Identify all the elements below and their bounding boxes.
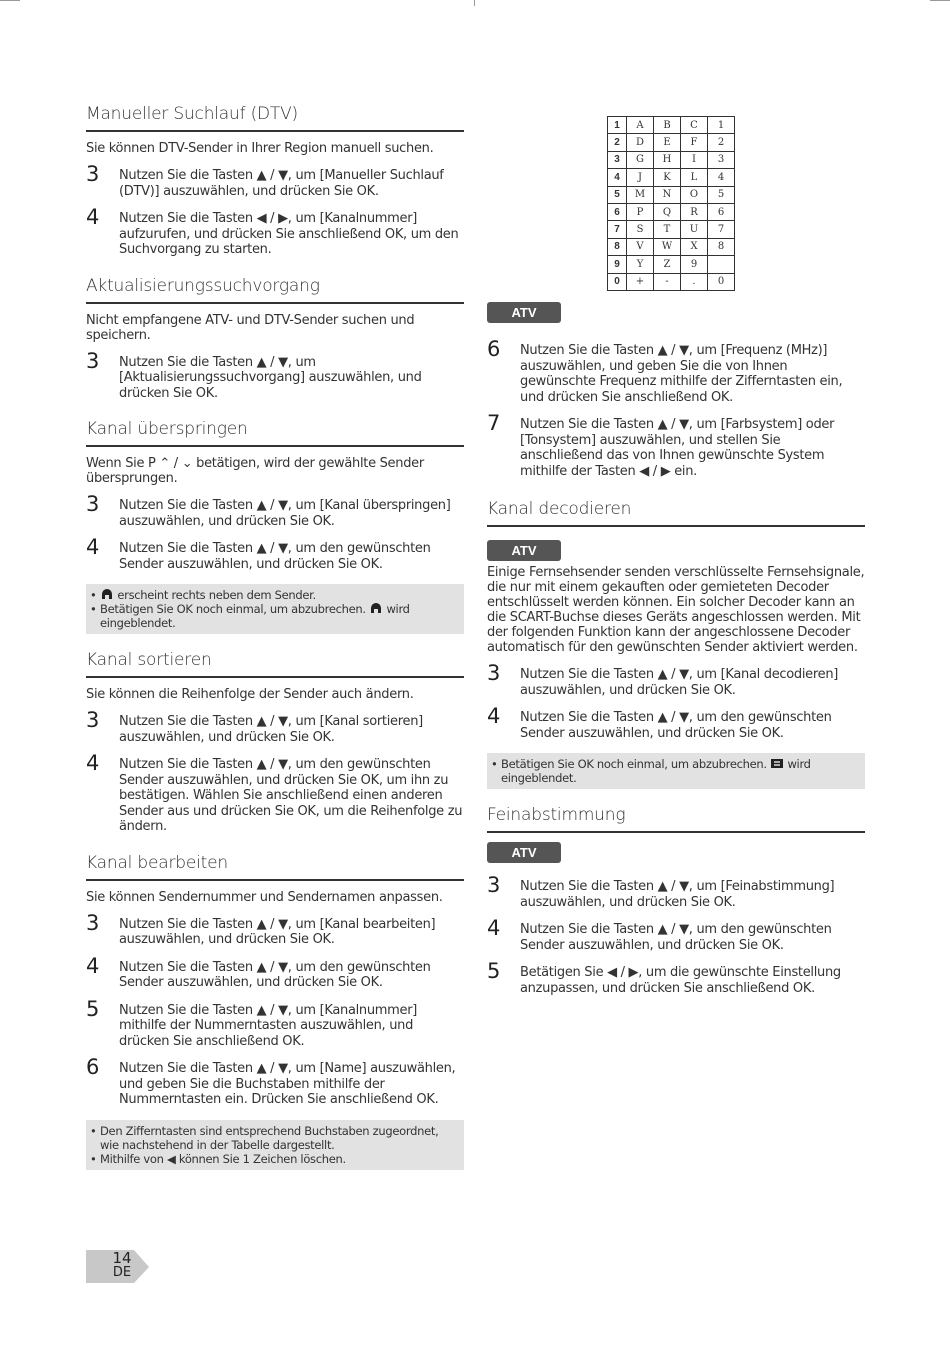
letter-cell: C [681, 117, 708, 134]
step-text: Nutzen Sie die Tasten ▲ / ▼, um [Kanal überspringen] auszuwählen, und drücken Sie OK. [119, 498, 451, 529]
table-row [608, 203, 735, 220]
letter-cell: 1 [708, 117, 735, 134]
page-language: DE [112, 1265, 132, 1280]
table-row [608, 117, 735, 134]
step-text: Nutzen Sie die Tasten ▲ / ▼, um [Feinabstimmung] auszuwählen, und drücken Sie OK. [520, 879, 835, 910]
letter-cell: 8 [708, 238, 735, 255]
section-update-search [86, 276, 464, 402]
number-key-cell: 7 [608, 221, 627, 238]
crop-mark [930, 0, 950, 1]
letter-cell: X [681, 238, 708, 255]
table-row [608, 151, 735, 168]
step-text: Nutzen Sie die Tasten ▲ / ▼, um den gewünschten Sender auszuwählen, und drücken Sie OK. [520, 710, 832, 741]
letter-cell: Q [654, 203, 681, 220]
letter-cell: F [681, 134, 708, 151]
letter-cell: O [681, 186, 708, 203]
step-text: Nutzen Sie die Tasten ▲ / ▼, um [Manueller Suchlauf (DTV)] auszuwählen, und drücken Sie OK. [119, 168, 444, 199]
note-text: Den Zifferntasten sind entsprechend Buchstaben zugeordnet, wie nachstehend in der Tabelle dargestellt. [100, 1123, 439, 1152]
letter-cell: - [654, 273, 681, 290]
divider [86, 130, 464, 132]
step-number: 4 [487, 916, 501, 940]
step-text: Nutzen Sie die Tasten ▲ / ▼, um den gewünschten Sender auszuwählen, und drücken Sie OK. [119, 541, 431, 572]
letter-cell: . [681, 273, 708, 290]
note-item [90, 602, 458, 630]
note-box [487, 753, 865, 789]
section-title: Kanal sortieren [86, 650, 212, 670]
bullet: • [90, 588, 97, 602]
step [487, 916, 865, 953]
page-number: 14 [112, 1249, 132, 1267]
divider [487, 525, 865, 527]
step-number: 4 [86, 953, 100, 978]
step-text: Nutzen Sie die Tasten ◀ / ▶, um [Kanalnummer] aufzurufen, und drücken Sie anschließend OK, um den Suchvorgang zu starten. [119, 211, 459, 257]
letter-cell: 5 [708, 186, 735, 203]
note-text: wird eingeblendet. [100, 602, 410, 630]
step-text: Nutzen Sie die Tasten ▲ / ▼, um [Name] auszuwählen, und geben Sie die Buchstaben mithilfe der Nummerntasten ein. Drücken Sie anschließend OK. [119, 1061, 456, 1107]
number-key-cell: 1 [608, 117, 627, 134]
letter-cell: I [681, 151, 708, 168]
letter-cell [708, 256, 735, 273]
step-text: Betätigen Sie ◀ / ▶, um die gewünschte Einstellung anzupassen, und drücken Sie anschließend OK. [520, 965, 841, 996]
bullet: • [90, 1151, 97, 1166]
skip-icon [369, 603, 383, 614]
step-number: 4 [487, 704, 501, 728]
note-item [90, 1152, 458, 1166]
step [86, 492, 464, 529]
letter-cell: Y [627, 256, 654, 273]
note-text: Betätigen Sie OK noch einmal, um abzubrechen. [501, 757, 767, 771]
table-row [608, 186, 735, 203]
step [86, 162, 464, 199]
letter-cell: 3 [708, 151, 735, 168]
step [487, 704, 865, 741]
note-box [86, 1120, 464, 1170]
step-text: Nutzen Sie die Tasten ▲ / ▼, um den gewünschten Sender auszuwählen, und drücken Sie OK. [119, 959, 431, 990]
step-number: 5 [487, 959, 501, 983]
letter-cell: B [654, 117, 681, 134]
right-column [487, 302, 865, 1008]
step [487, 411, 865, 479]
step-text: Nutzen Sie die Tasten ▲ / ▼, um [Kanalnummer] mithilfe der Nummerntasten auszuwählen, und drücken Sie anschließend OK. [119, 1002, 418, 1049]
section-skip-channel [86, 419, 464, 634]
letter-cell: R [681, 203, 708, 220]
step-number: 4 [86, 205, 100, 229]
step [487, 959, 865, 996]
divider [86, 302, 464, 304]
number-key-cell: 2 [608, 134, 627, 151]
step-text: Nutzen Sie die Tasten ▲ / ▼, um [Frequenz (MHz)] auszuwählen, und geben Sie die von Ihnen gewünschte Frequenz mithilfe der Zifferntasten ein, und drücken Sie anschließend OK. [520, 343, 843, 405]
number-key-cell: 4 [608, 169, 627, 186]
table-row [608, 134, 735, 151]
step [86, 1055, 464, 1108]
step [86, 910, 464, 948]
letter-cell: W [654, 238, 681, 255]
letter-cell: G [627, 151, 654, 168]
step [86, 535, 464, 572]
step-number: 5 [86, 996, 100, 1021]
left-column [86, 104, 464, 1186]
note-text: Betätigen Sie OK noch einmal, um abzubrechen. [100, 602, 366, 616]
letter-cell: N [654, 186, 681, 203]
section-title: Kanal überspringen [86, 419, 248, 439]
section-decode-channel [487, 499, 865, 789]
step [86, 708, 464, 745]
step-text: Nutzen Sie die Tasten ▲ / ▼, um [Kanal bearbeiten] auszuwählen, und drücken Sie OK. [119, 916, 436, 947]
section-title: Kanal decodieren [487, 499, 632, 519]
number-key-cell: 5 [608, 186, 627, 203]
letter-cell: M [627, 186, 654, 203]
step-text: Nutzen Sie die Tasten ▲ / ▼, um den gewünschten Sender auszuwählen, und drücken Sie OK. [520, 922, 832, 953]
step-number: 4 [86, 535, 100, 559]
step-number: 4 [86, 751, 100, 775]
section-title: Manueller Suchlauf (DTV) [86, 104, 298, 124]
step-number: 3 [86, 708, 100, 732]
letter-cell: K [654, 169, 681, 186]
table-row [608, 256, 735, 273]
section-intro: Wenn Sie P ⌃ / ⌄ betätigen, wird der gewählte Sender übersprungen. [86, 456, 424, 486]
step-number: 3 [86, 162, 100, 186]
divider [86, 676, 464, 678]
letter-cell: 4 [708, 169, 735, 186]
letter-cell: + [627, 273, 654, 290]
section-intro: Sie können Sendernummer und Sendernamen anpassen. [86, 889, 443, 905]
skip-icon [100, 589, 114, 600]
table-row [608, 273, 735, 290]
section-fine-tuning [487, 805, 865, 996]
number-key-cell: 0 [608, 273, 627, 290]
step [86, 205, 464, 258]
bullet: • [491, 757, 498, 771]
step-text: Nutzen Sie die Tasten ▲ / ▼, um [Farbsystem] oder [Tonsystem] auszuwählen, und stellen Sie anschließend das von Ihnen gewünschte System mithilfe der Tasten ◀ / ▶ ein. [520, 417, 835, 479]
section-edit-channel [86, 853, 464, 1170]
letter-cell: D [627, 134, 654, 151]
letter-cell: E [654, 134, 681, 151]
note-item [491, 757, 859, 785]
bullet: • [90, 1123, 97, 1138]
step-number: 3 [86, 348, 100, 373]
bullet: • [90, 602, 97, 616]
step [86, 348, 464, 402]
section-intro: Nicht empfangene ATV- und DTV-Sender suchen und speichern. [86, 312, 415, 343]
number-key-cell: 8 [608, 238, 627, 255]
atv-badge: ATV [487, 540, 561, 561]
divider [86, 445, 464, 447]
letter-cell: 9 [681, 256, 708, 273]
step-number: 6 [86, 1055, 100, 1079]
section-sort-channel [86, 650, 464, 835]
number-key-cell: 9 [608, 256, 627, 273]
note-text: Mithilfe von ◀ können Sie 1 Zeichen löschen. [100, 1151, 346, 1166]
letter-cell: 6 [708, 203, 735, 220]
note-text: wird eingeblendet. [501, 757, 811, 785]
atv-badge: ATV [487, 302, 561, 323]
step-text: Nutzen Sie die Tasten ▲ / ▼, um [Aktualisierungssuchvorgang] auszuwählen, und drücken Sie OK. [119, 354, 422, 401]
letter-cell: A [627, 117, 654, 134]
letter-cell: 7 [708, 221, 735, 238]
note-item [90, 1124, 458, 1152]
step [487, 661, 865, 698]
step-number: 3 [86, 492, 100, 516]
section-title: Kanal bearbeiten [86, 852, 228, 873]
atv-badge: ATV [487, 842, 561, 863]
section-manual-search-dtv [86, 104, 464, 258]
step-number: 3 [487, 873, 501, 897]
section-title: Feinabstimmung [487, 805, 626, 825]
letter-cell: L [681, 169, 708, 186]
section-intro: Einige Fernsehsender senden verschlüsselte Fernsehsignale, die nur mit einem gekauften oder gemieteten Decoder entschlüsselt werden können. Ein solcher Decoder kann an die SCART-Buchse dieses Geräts angeschlossen werden. Mit der folgenden Funktion kann der angeschlossene Decoder automatisch für den gewünschten Sender aktiviert werden. [487, 565, 865, 655]
step-number: 3 [86, 910, 100, 935]
letter-cell: S [627, 221, 654, 238]
divider [487, 831, 865, 833]
number-letter-table [607, 116, 735, 291]
letter-cell: T [654, 221, 681, 238]
letter-cell: J [627, 169, 654, 186]
letter-cell: 2 [708, 134, 735, 151]
letter-cell: H [654, 151, 681, 168]
letter-cell: U [681, 221, 708, 238]
section-intro: Sie können die Reihenfolge der Sender auch ändern. [86, 687, 414, 702]
step [86, 751, 464, 835]
step-text: Nutzen Sie die Tasten ▲ / ▼, um den gewünschten Sender auszuwählen, und drücken Sie OK, um ihn zu bestätigen. Wählen Sie anschließend einen anderen Sender aus und drücken Sie OK, um die Reihenfolge zu ändern. [119, 757, 463, 834]
note-text: erscheint rechts neben dem Sender. [117, 588, 316, 602]
table-row [608, 238, 735, 255]
note-item [90, 588, 458, 602]
letter-cell: Z [654, 256, 681, 273]
step [487, 337, 865, 405]
divider [86, 879, 464, 881]
step [86, 996, 464, 1050]
letter-cell: V [627, 238, 654, 255]
step-text: Nutzen Sie die Tasten ▲ / ▼, um [Kanal sortieren] auszuwählen, und drücken Sie OK. [119, 714, 423, 745]
number-key-cell: 3 [608, 151, 627, 168]
step [86, 953, 464, 991]
step-number: 7 [487, 411, 501, 435]
letter-cell: P [627, 203, 654, 220]
step-number: 6 [487, 337, 501, 361]
decoder-icon [770, 758, 784, 769]
letter-cell: 0 [708, 273, 735, 290]
crop-mark [474, 0, 475, 6]
table-row [608, 221, 735, 238]
crop-mark [0, 0, 20, 1]
step [487, 873, 865, 910]
note-box [86, 584, 464, 634]
table-row [608, 169, 735, 186]
number-key-cell: 6 [608, 203, 627, 220]
step-number: 3 [487, 661, 501, 685]
section-intro: Sie können DTV-Sender in Ihrer Region manuell suchen. [86, 141, 434, 156]
section-title: Aktualisierungssuchvorgang [86, 275, 320, 296]
step-text: Nutzen Sie die Tasten ▲ / ▼, um [Kanal decodieren] auszuwählen, und drücken Sie OK. [520, 667, 839, 698]
